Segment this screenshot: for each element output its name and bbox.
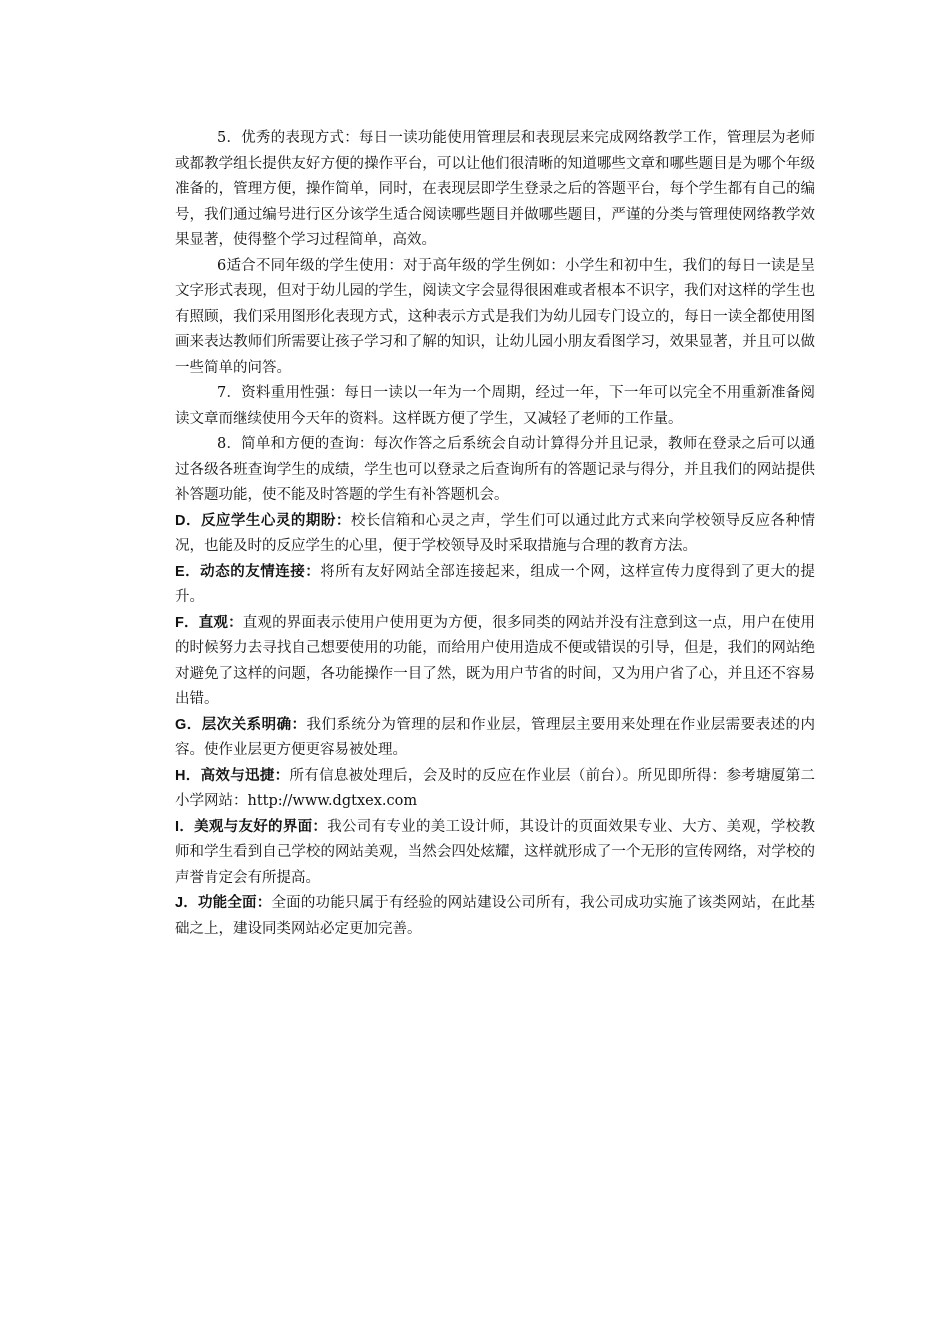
paragraph-item-i [175,815,815,892]
paragraph-heading: G．层次关系明确： [175,716,307,733]
paragraph-text: 校长信箱和心灵之声，学生们可以通过此方式来向学校领导反应各种情况，也能及时的反应学生的心里，便于学校领导及时采取措施与合理的教育方法。 [175,512,815,554]
paragraph-item-f [175,611,815,713]
paragraph-text: 我公司有专业的美工设计师，其设计的页面效果专业、大方、美观，学校教师和学生看到自己学校的网站美观，当然会四处炫耀，这样就形成了一个无形的宣传网络，对学校的声誉肯定会有所提高。 [175,818,815,886]
paragraph-text: 5．优秀的表现方式：每日一读功能使用管理层和表现层来完成网络教学工作，管理层为老师或都教学组长提供友好方便的操作平台，可以让他们很清晰的知道哪些文章和哪些题目是为哪个年级准备的，管理方便，操作简单，同时，在表现层即学生登录之后的答题平台，每个学生都有自己的编号，我们通过编号进行区分该学生适合阅读哪些题目并做哪些题目，严谨的分类与管理使网络教学效果显著，使得整个学习过程简单，高效。 [175,130,815,248]
paragraph-heading: H．高效与迅捷： [175,767,290,784]
paragraph-text: 6适合不同年级的学生使用：对于高年级的学生例如：小学生和初中生，我们的每日一读是呈文字形式表现，但对于幼儿园的学生，阅读文字会显得很困难或者根本不识字，我们对这样的学生也有照顾，我们采用图形化表现方式，这种表示方式是我们为幼儿园专门设立的，每日一读全都使用图画来表达教师们所需要让孩子学习和了解的知识，让幼儿园小朋友看图学习，效果显著，并且可以做一些简单的问答。 [175,257,815,376]
paragraph-text: 直观的界面表示使用户使用更为方便，很多同类的网站并没有注意到这一点，用户在使用的时候努力去寻找自己想要使用的功能，而给用户使用造成不便或错误的引导，但是，我们的网站绝对避免了这样的问题，各功能操作一目了然，既为用户节省的时间，又为用户省了心，并且还不容易出错。 [175,614,815,707]
paragraph-item-8 [175,432,815,509]
paragraph-text: 我们系统分为管理的层和作业层，管理层主要用来处理在作业层需要表述的内容。使作业层更方便更容易被处理。 [175,716,816,758]
paragraph-text: 全面的功能只属于有经验的网站建设公司所有，我公司成功实施了该类网站，在此基础之上，建设同类网站必定更加完善。 [175,895,815,937]
paragraph-heading: I．美观与友好的界面： [175,818,328,835]
paragraph-item-g [175,713,815,764]
paragraph-text: 所有信息被处理后，会及时的反应在作业层（前台）。所见即所得：参考塘厦第二小学网站：http://www.dgtxex.com [175,767,815,809]
paragraph-text: 8．简单和方便的查询：每次作答之后系统会自动计算得分并且记录，教师在登录之后可以通过各级各班查询学生的成绩，学生也可以登录之后查询所有的答题记录与得分，并且我们的网站提供补答题功能，使不能及时答题的学生有补答题机会。 [175,436,815,503]
paragraph-heading: J．功能全面： [175,895,272,911]
paragraph-item-j [175,891,815,942]
paragraph-item-h [175,764,815,815]
paragraph-item-d [175,509,815,560]
paragraph-text: 将所有友好网站全部连接起来，组成一个网，这样宣传力度得到了更大的提升。 [175,563,815,605]
paragraph-heading: E．动态的友情连接： [175,563,321,580]
paragraph-heading: D．反应学生心灵的期盼： [175,512,351,529]
paragraph-item-6 [175,254,815,382]
paragraph-item-5 [175,126,815,254]
paragraph-item-e [175,560,815,611]
document-body [175,126,815,942]
paragraph-text: 7．资料重用性强：每日一读以一年为一个周期，经过一年，下一年可以完全不用重新准备阅读文章而继续使用今天年的资料。这样既方便了学生，又减轻了老师的工作量。 [175,385,815,427]
paragraph-item-7 [175,381,815,432]
paragraph-heading: F．直观： [175,614,243,631]
